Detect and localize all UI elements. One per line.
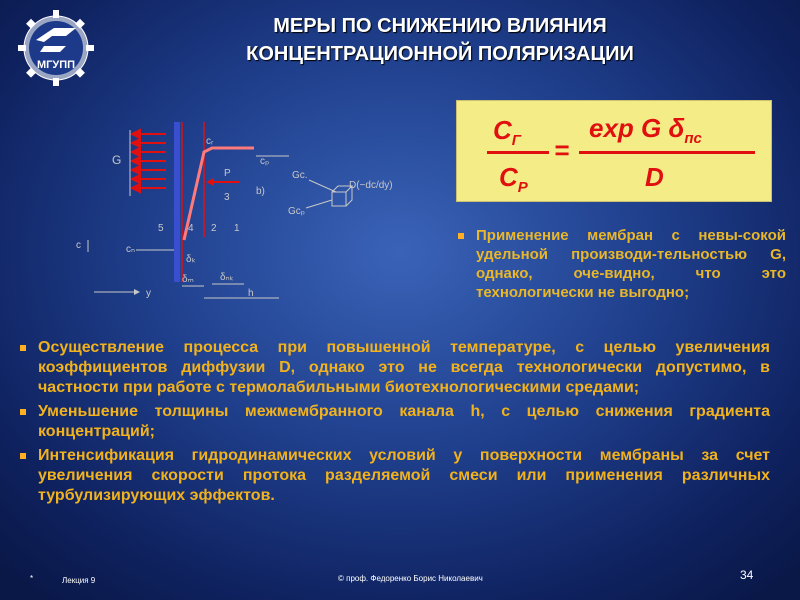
label-dk: δₖ	[186, 254, 196, 265]
right-bullet-list	[456, 226, 786, 302]
list-item	[18, 338, 770, 398]
label-G: G	[112, 153, 122, 167]
fraction-line-left	[487, 151, 549, 154]
permeate-arrow-head	[206, 178, 214, 186]
formula-num-left: $C_Г$	[493, 115, 521, 150]
title-line-2: КОНЦЕНТРАЦИОННОЙ ПОЛЯРИЗАЦИИ	[246, 43, 634, 65]
logo-text: МГУПП	[36, 59, 76, 71]
mgupp-logo	[14, 10, 98, 86]
label-dm: δₘ	[182, 274, 194, 285]
formula-den-right: D	[645, 162, 664, 192]
formula-num-right: exp G $\delta_{пс}$	[589, 113, 702, 148]
label-y: y	[146, 288, 151, 299]
label-3: 3	[224, 192, 230, 203]
page-number: 34	[740, 568, 754, 582]
label-cn: cₙ	[126, 244, 135, 255]
label-cp: cₚ	[260, 156, 270, 167]
footer-lecture: Лекция 9	[62, 576, 96, 585]
title-line-1: МЕРЫ ПО СНИЖЕНИЮ ВЛИЯНИЯ	[273, 15, 607, 37]
label-P: P	[224, 168, 231, 179]
gear-logo-icon	[14, 10, 98, 86]
gc-leader	[309, 180, 336, 192]
zone-5: 5	[158, 223, 164, 234]
polarization-diagram	[74, 112, 419, 307]
zone-4: 4	[188, 223, 194, 234]
list-item	[18, 446, 770, 506]
main-bullet-list	[18, 338, 770, 510]
list-item	[456, 226, 786, 302]
formula-equals: =	[554, 135, 570, 165]
label-D: D(−dc/dy)	[349, 180, 393, 191]
flux-arrows	[132, 130, 166, 192]
bullet-text-1: Осуществление процесса при повышенной температуре, с целью увеличения коэффициентов диффузии D, однако это не всегда технологически допустимо, в частности при работе с термолабильными биотехнологическими средами;	[38, 339, 770, 396]
zone-2: 2	[211, 223, 217, 234]
gcp-leader	[306, 200, 332, 208]
label-Gc: Gc.	[292, 170, 308, 181]
y-axis-head	[134, 289, 140, 295]
list-item	[18, 402, 770, 442]
label-dpc: δₙₖ	[220, 272, 234, 283]
footer-star: *	[30, 574, 34, 583]
membrane-wall	[174, 122, 180, 282]
formula-den-left: $C_Р$	[499, 162, 528, 197]
bullet-text-2: Уменьшение толщины межмембранного канала h, с целью снижения градиента концентраций;	[38, 403, 770, 440]
fraction-line-right	[579, 151, 755, 154]
label-c: c	[76, 240, 81, 251]
footer-author: © проф. Федоренко Борис Николаевич	[338, 574, 483, 583]
concentration-profile	[184, 148, 254, 240]
right-bullet-text: Применение мембран с невы-сокой удельной производи-тельностью G, однако, оче-видно, что это технологически не выгодно;	[476, 227, 786, 301]
bullet-text-3: Интенсификация гидродинамических условий у поверхности мембраны за счет увеличения скорости протока разделяемой смеси или применения различных турбулизирующих эффектов.	[38, 447, 770, 504]
zone-1: 1	[234, 223, 240, 234]
label-b: b)	[256, 186, 265, 197]
slide-title	[130, 12, 750, 68]
formula-box	[456, 100, 772, 202]
label-h: h	[248, 288, 254, 299]
label-Gcp: Gcₚ	[288, 206, 306, 217]
label-cr-top: cᵣ	[206, 136, 214, 147]
